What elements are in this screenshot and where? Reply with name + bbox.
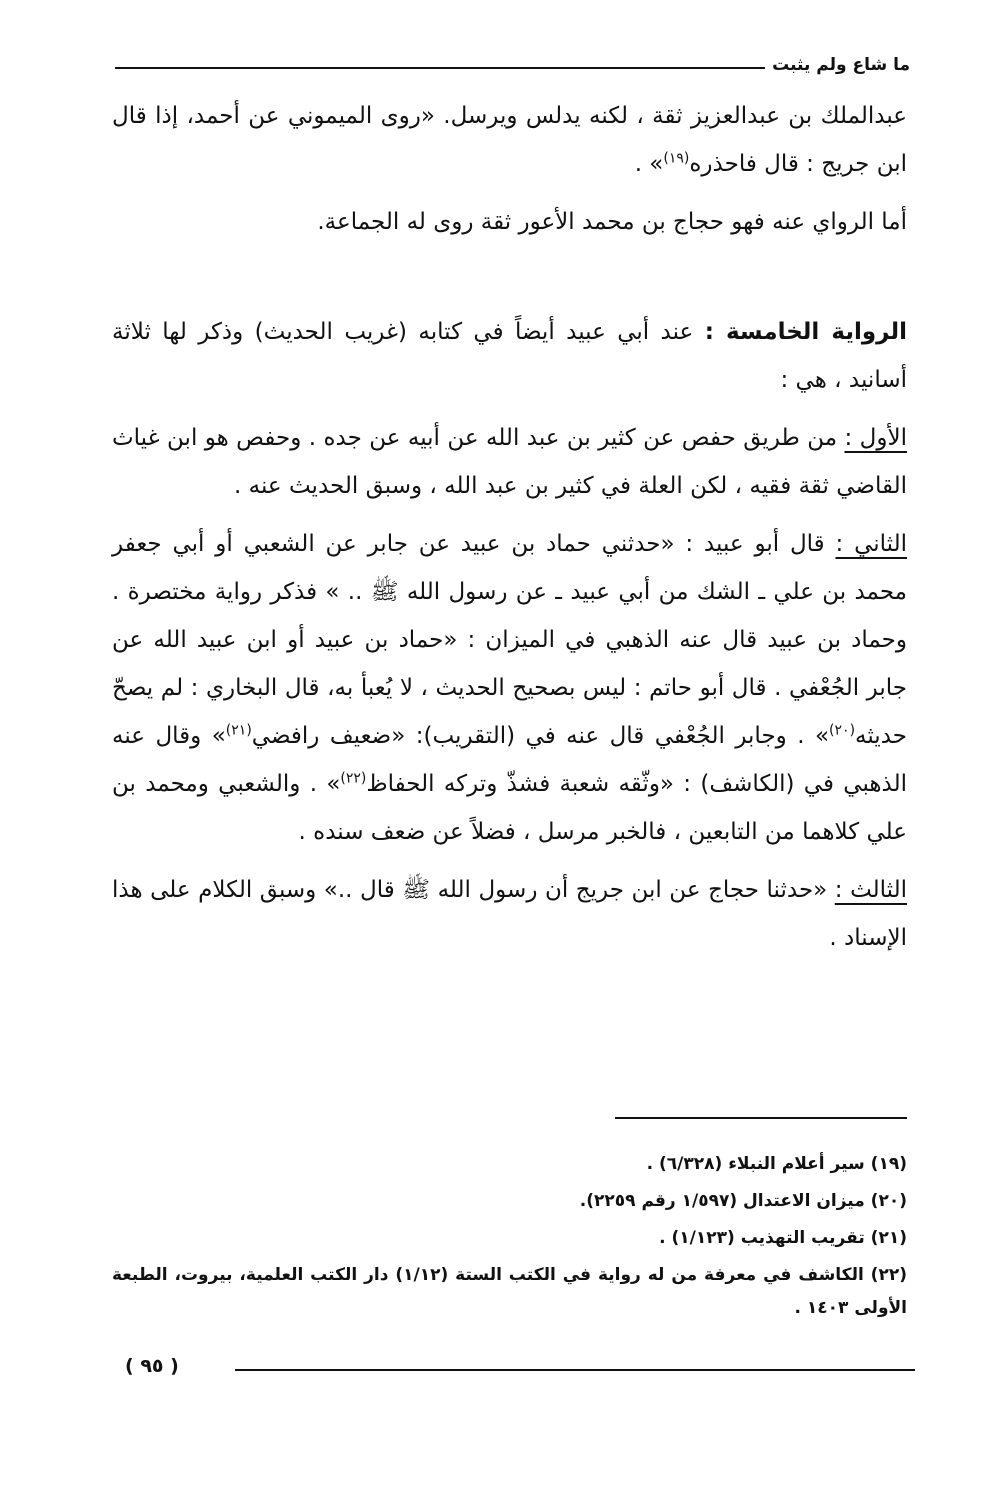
footnote-22: (٢٢) الكاشف في معرفة من له رواية في الكتب الستة (١/١٢) دار الكتب العلمية، بيروت، الطبعة الأولى ١٤٠٣ .	[112, 1265, 907, 1318]
page-footer	[125, 1355, 915, 1385]
paragraph-fifth-narration	[112, 308, 907, 404]
second-chain-text-c: » وقال عنه الذهبي في (الكاشف) : «وثّقه شعبة فشذّ وتركه الحفاظ	[112, 723, 907, 797]
third-chain-label: الثالث :	[834, 877, 908, 903]
first-chain-label: الأول :	[844, 425, 907, 451]
second-chain-label: الثاني :	[835, 531, 907, 557]
fifth-narration-text: عند أبي عبيد أيضاً في كتابه (غريب الحديث) وذكر لها ثلاثة أسانيد ، هي :	[112, 319, 907, 393]
footnote-ref-19: (١٩)	[663, 150, 690, 167]
footnote-ref-20: (٢٠)	[829, 722, 856, 739]
paragraph-third-chain	[112, 866, 907, 962]
paragraph-first-chain	[112, 414, 907, 510]
paragraph-second-chain	[112, 520, 907, 856]
footnote-separator	[615, 1117, 907, 1119]
third-chain-text: «حدثنا حجاج عن ابن جريج أن رسول الله ﷺ قال ..» وسبق الكلام على هذا الإسناد .	[112, 877, 907, 951]
paragraph-1	[112, 92, 907, 188]
header-rule	[115, 67, 765, 69]
main-text	[112, 92, 907, 972]
footnote-19: (١٩) سير أعلام النبلاء (٦/٣٢٨) .	[646, 1154, 907, 1174]
paragraph-2: أما الرواي عنه فهو حجاج بن محمد الأعور ثقة روى له الجماعة.	[317, 209, 907, 235]
first-chain-text: من طريق حفص عن كثير بن عبد الله عن أبيه عن جده . وحفص هو ابن غياث القاضي ثقة فقيه ، لكن العلة في كثير بن عبد الله ، وسبق الحديث عنه .	[112, 425, 907, 499]
second-chain-text-d: » . والشعبي ومحمد بن علي كلاهما من التابعين ، فالخبر مرسل ، فضلاً عن ضعف سنده .	[112, 771, 907, 845]
paragraph-1-tail: » .	[634, 151, 664, 177]
page-number: ( ٩٥ )	[125, 1355, 179, 1377]
footnote-20: (٢٠) ميزان الاعتدال (١/٥٩٧ رقم ٢٢٥٩).	[579, 1191, 907, 1211]
running-title: ما شاع ولم يثبت	[772, 55, 910, 75]
second-chain-text-a: قال أبو عبيد : «حدثني حماد بن عبيد عن جابر عن الشعبي أو أبي جعفر محمد بن علي ـ الشك من أبي عبيد ـ عن رسول الله ﷺ .. » فذكر رواية مختصرة . وحماد بن عبيد قال عنه الذهبي في الميزان : «حماد بن عبيد أو ابن عبيد الله عن جابر الجُعْفي . قال أبو حاتم : ليس بصحيح الحديث ، لا يُعبأ به، قال البخاري : لم يصحّ حديثه	[112, 531, 907, 749]
footer-rule	[235, 1369, 915, 1371]
running-header	[115, 55, 910, 85]
paragraph-1-text: عبدالملك بن عبدالعزيز ثقة ، لكنه يدلس ويرسل. «روى الميموني عن أحمد، إذا قال ابن جريج : قال فاحذره	[112, 103, 907, 177]
footnote-ref-21: (٢١)	[225, 722, 252, 739]
footnote-ref-22: (٢٢)	[340, 770, 367, 787]
fifth-narration-heading: الرواية الخامسة :	[704, 319, 907, 345]
footnote-21: (٢١) تقريب التهذيب (١/١٢٣) .	[659, 1228, 907, 1248]
second-chain-text-b: » . وجابر الجُعْفي قال عنه في (التقريب): «ضعيف رافضي	[251, 723, 830, 749]
footnotes	[112, 1148, 907, 1329]
